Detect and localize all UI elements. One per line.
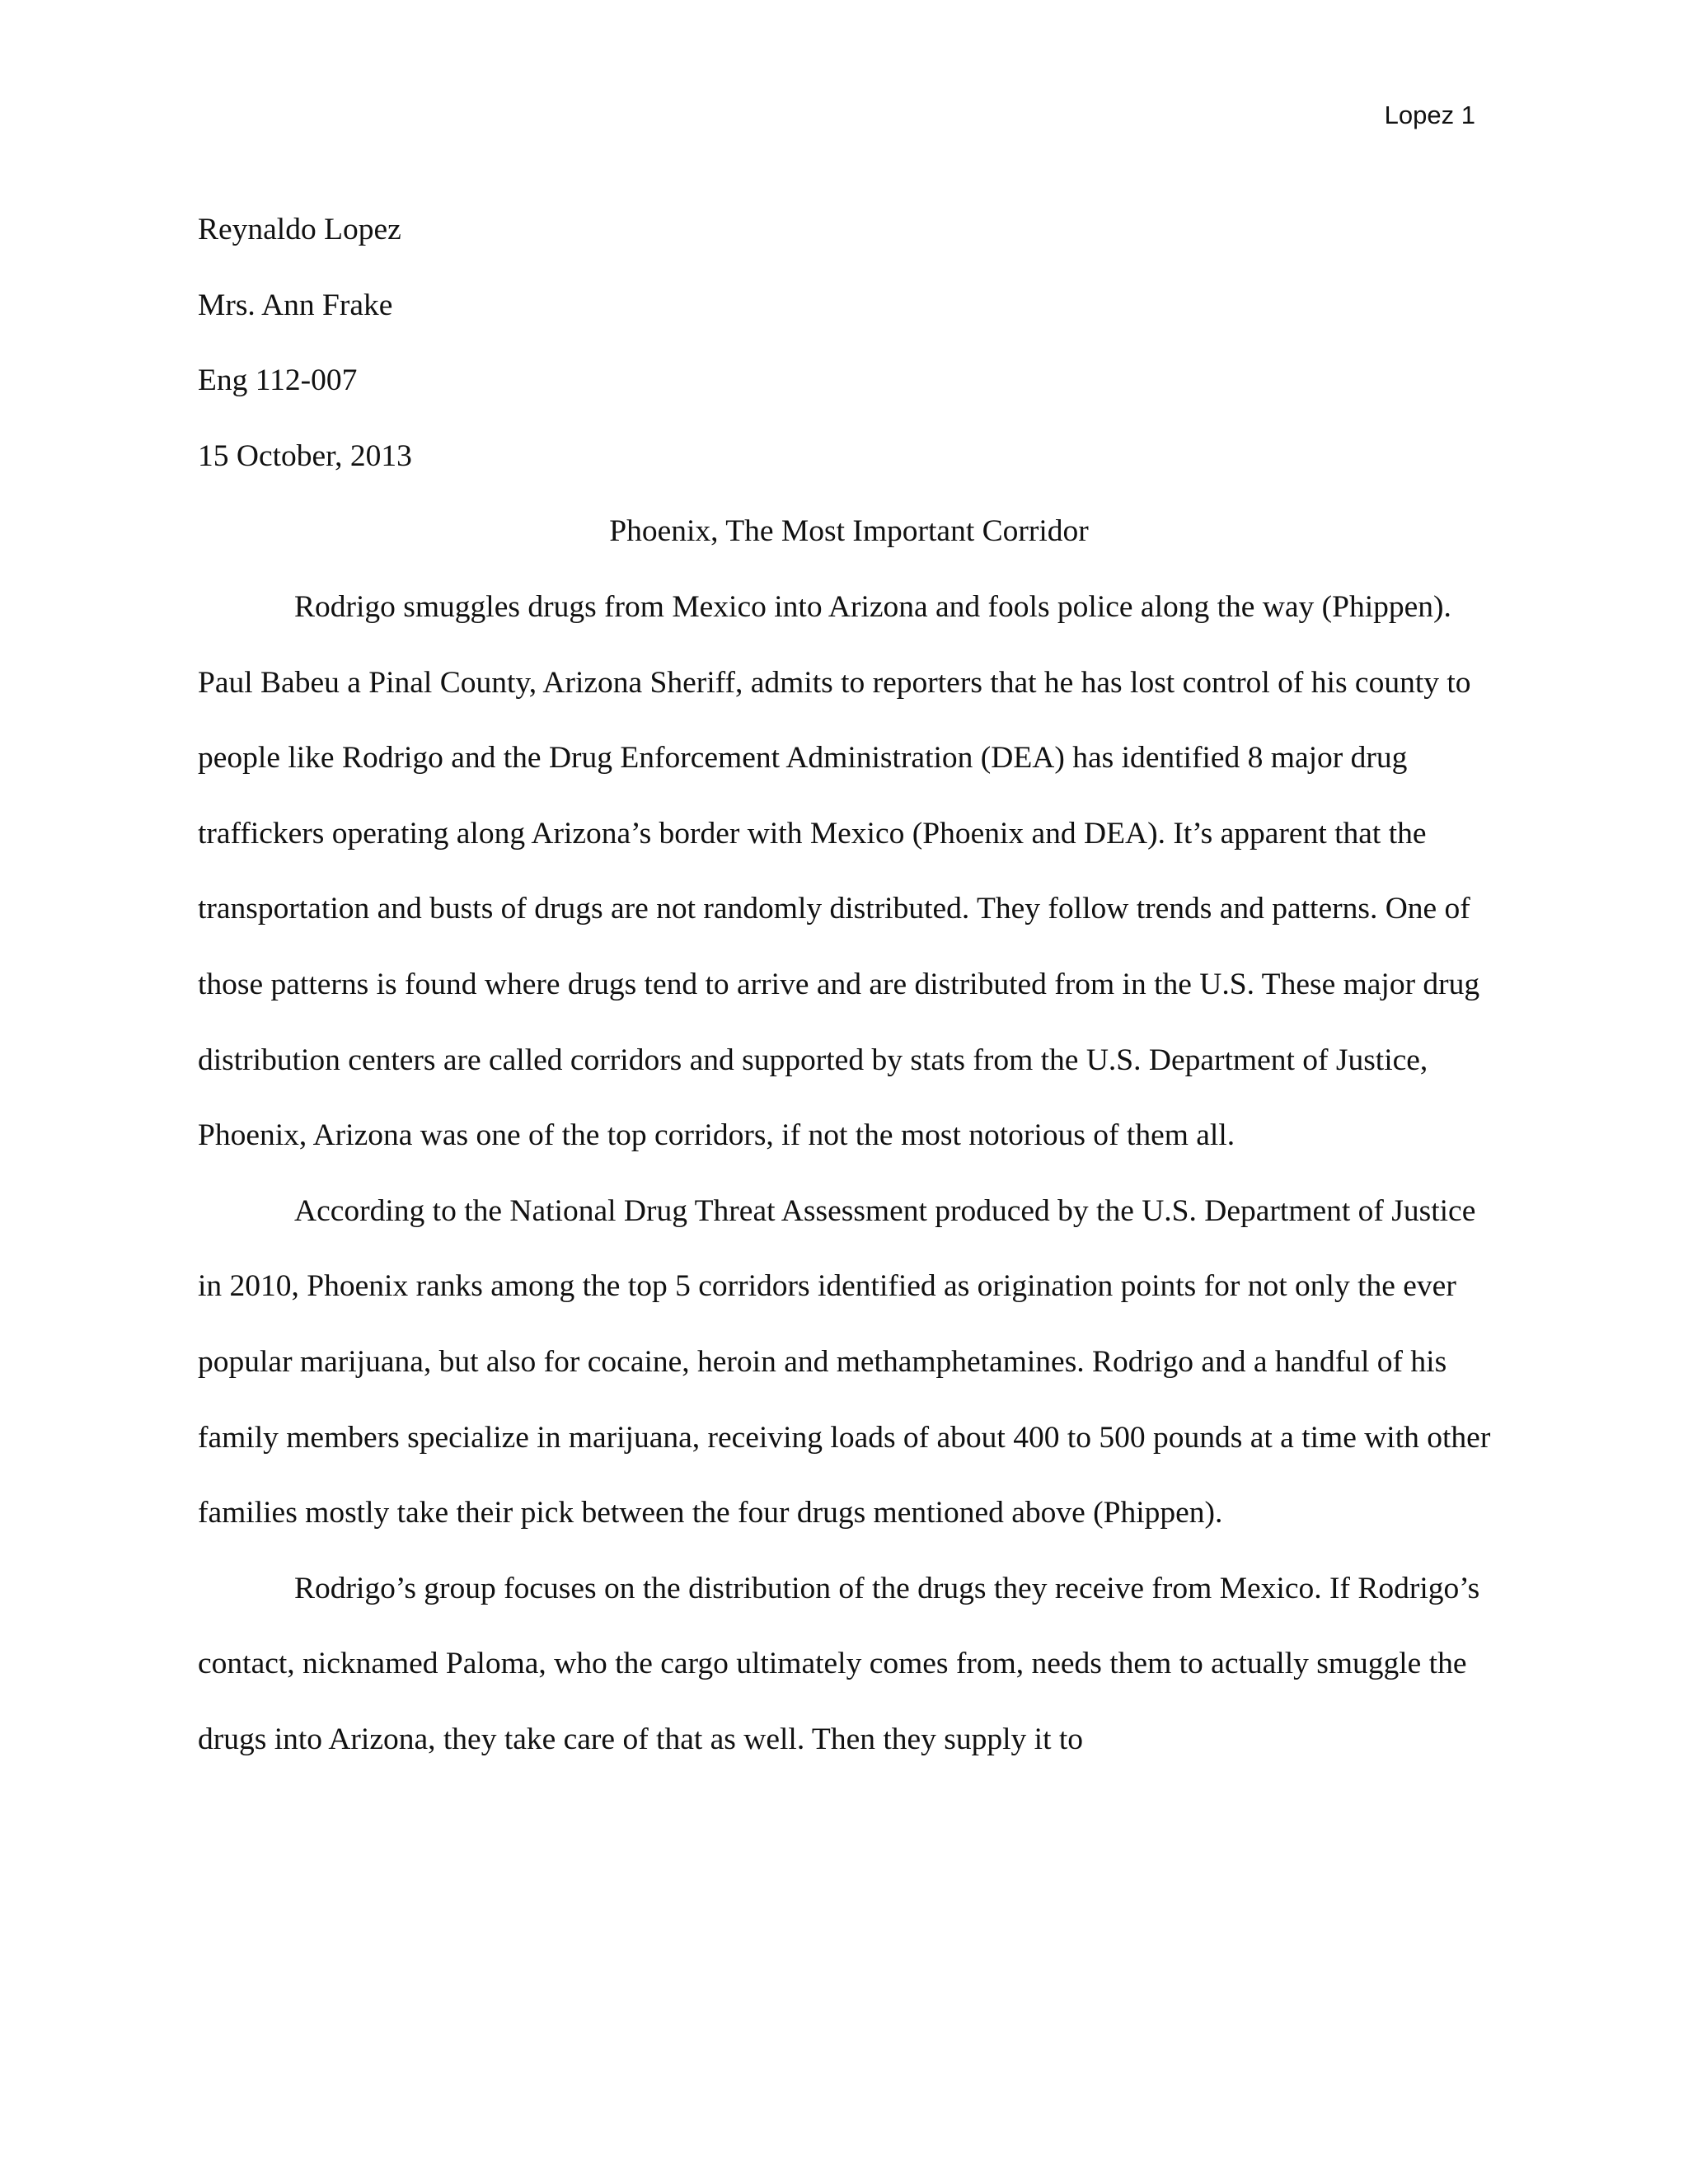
paragraph-2: According to the National Drug Threat Assessment produced by the U.S. Department of Justice in 2010, Phoenix ranks among the top 5 corridors identified as origination points for not only the ever popular marijuana, but also for cocaine, heroin and methamphetamines. Rodrigo and a handful of his family members specialize in marijuana, receiving loads of about 400 to 500 pounds at a time with other families mostly take their pick between the four drugs mentioned above (Phippen). (198, 1193, 1491, 1530)
essay-title: Phoenix, The Most Important Corridor (609, 514, 1089, 549)
paragraph-3: Rodrigo’s group focuses on the distribution of the drugs they receive from Mexico. If Rodrigo’s contact, nicknamed Paloma, who the cargo ultimately comes from, needs them to actually smuggle the drugs into Arizona, they take care of that as well. Then they supply it to (198, 1571, 1480, 1756)
running-header: Lopez 1 (1384, 101, 1475, 129)
essay-body (198, 192, 1500, 1777)
instructor-name: Mrs. Ann Frake (198, 288, 393, 322)
paragraph-1: Rodrigo smuggles drugs from Mexico into Arizona and fools police along the way (Phippen). Paul Babeu a Pinal County, Arizona Sheriff, admits to reporters that he has lost control of his county to people like Rodrigo and the Drug Enforcement Administration (DEA) has identified 8 major drug traffickers operating along Arizona’s border with Mexico (Phoenix and DEA). It’s apparent that the transportation and busts of drugs are not randomly distributed. They follow trends and patterns. One of those patterns is found where drugs tend to arrive and are distributed from in the U.S. These major drug distribution centers are called corridors and supported by stats from the U.S. Department of Justice, Phoenix, Arizona was one of the top corridors, if not the most notorious of them all. (198, 589, 1480, 1153)
student-name: Reynaldo Lopez (198, 213, 401, 246)
course-number: Eng 112-007 (198, 363, 358, 398)
essay-date: 15 October, 2013 (198, 438, 412, 473)
